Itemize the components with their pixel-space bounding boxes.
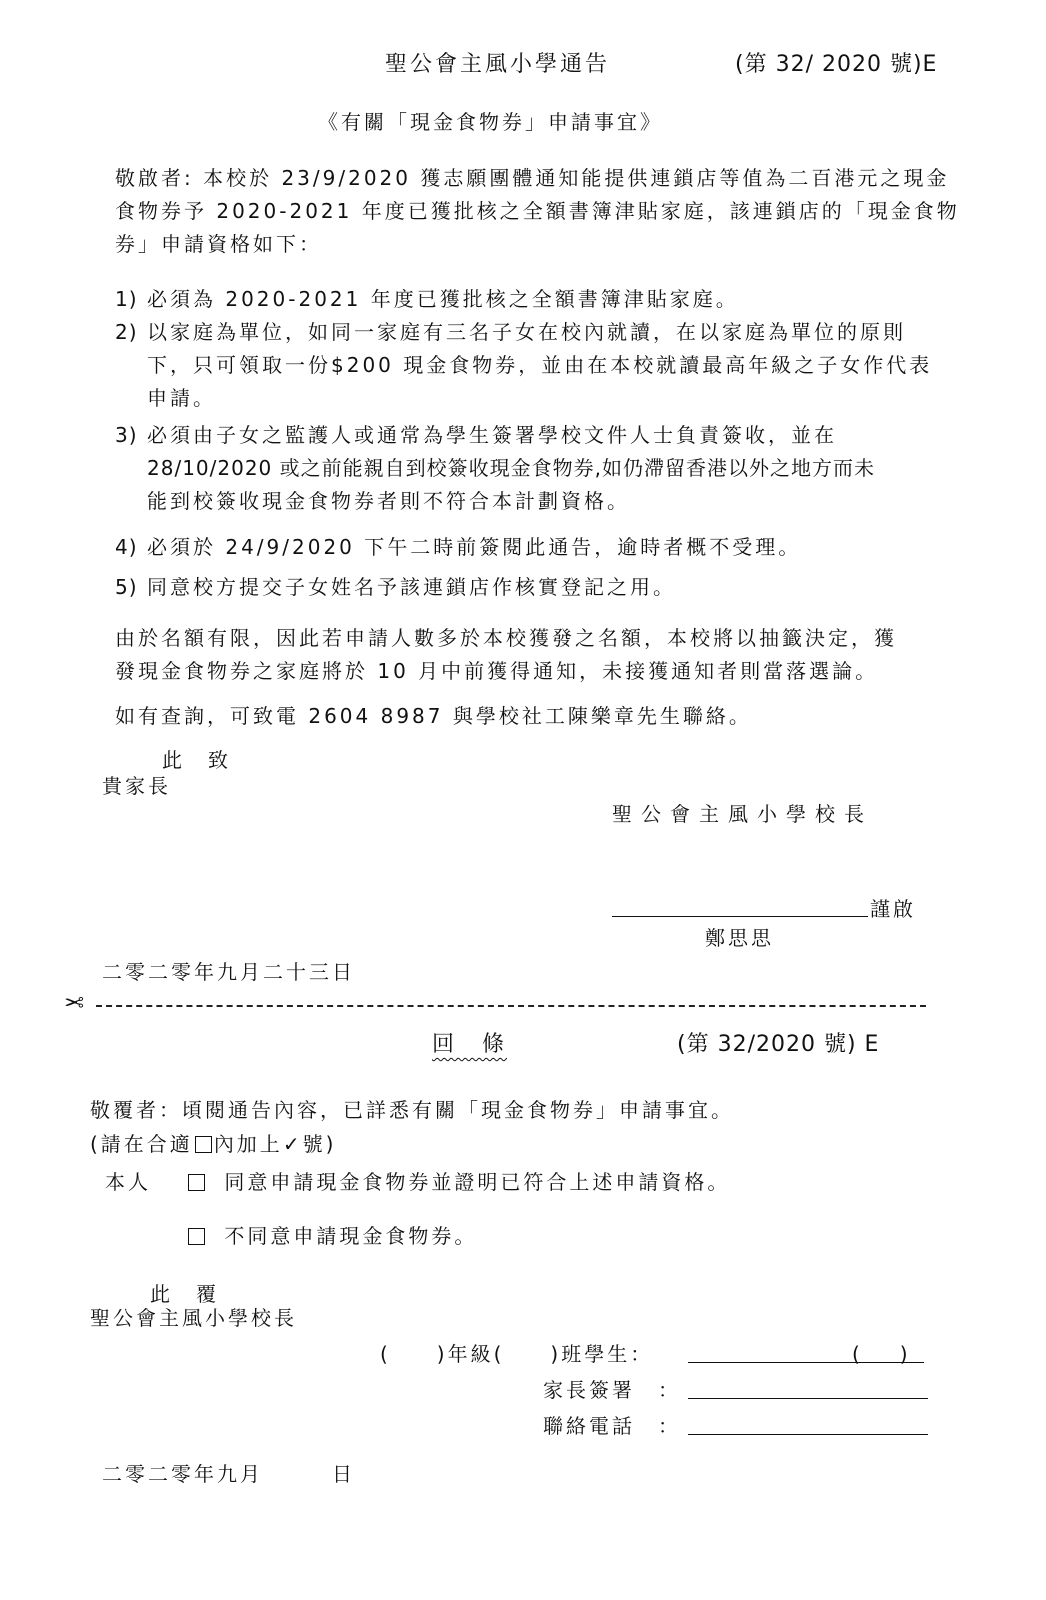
- signature-line: [612, 916, 868, 917]
- checkmark-icon: ✓: [282, 1132, 303, 1156]
- item-text: 必須於 24/9/2020 下午二時前簽閱此通告，逾時者概不受理。: [147, 535, 802, 559]
- notice-number: (第 32/ 2020 號)E: [735, 52, 938, 77]
- quota-paragraph: [115, 622, 897, 688]
- parent-signature-field[interactable]: [688, 1398, 928, 1399]
- option-disagree-row[interactable]: [186, 1220, 477, 1253]
- item-text: 能到校簽收現金食物券者則不符合本計劃資格。: [147, 489, 630, 513]
- instruction-pre: (請在合適: [90, 1132, 193, 1156]
- item-text: 必須由子女之監護人或通常為學生簽署學校文件人士負責簽收，並在: [147, 423, 837, 447]
- respectfully-text: 謹啟: [870, 897, 916, 921]
- intro-line: 券」申請資格如下：: [115, 232, 322, 256]
- scissors-icon: ✂: [64, 989, 85, 1017]
- class-number-paren: ( ): [852, 1342, 908, 1366]
- item-number: 4): [115, 535, 138, 559]
- signer-name: 鄭思思: [705, 926, 774, 950]
- notice-subject: 《有關「現金食物券」申請事宜》: [318, 110, 663, 134]
- item-number: 1): [115, 287, 138, 311]
- notice-date: 二零二零年九月二十三日: [102, 960, 355, 984]
- enquiry-text: 如有查詢，可致電 2604 8987 與學校社工陳樂章先生聯絡。: [115, 704, 752, 728]
- item-number: 5): [115, 575, 138, 599]
- checkbox-instruction: [90, 1128, 336, 1161]
- reply-to: 聖公會主風小學校長: [90, 1306, 297, 1330]
- quota-line: 發現金食物券之家庭將於 10 月中前獲得通知，未接獲通知者則當落選論。: [115, 659, 879, 683]
- phone-label: 聯絡電話 ：: [543, 1414, 681, 1438]
- item-text: 同意校方提交子女姓名予該連鎖店作核實登記之用。: [147, 575, 676, 599]
- class-label: ( )年級( )班學生：: [380, 1342, 654, 1366]
- school-notice-title: 聖公會主風小學通告: [385, 52, 611, 77]
- option-agree-label: 同意申請現金食物券並證明已符合上述申請資格。: [224, 1170, 731, 1194]
- intro-line: 敬啟者: 本校於 23/9/2020 獲志願團體通知能提供連鎖店等值為二百港元之現金: [115, 166, 950, 190]
- phone-field[interactable]: [688, 1434, 928, 1435]
- checkbox-example-icon: [195, 1136, 212, 1153]
- item-number: 3): [115, 423, 138, 447]
- reply-number: (第 32/2020 號) E: [677, 1032, 880, 1057]
- item-number: 2): [115, 320, 138, 344]
- agree-checkbox[interactable]: [188, 1174, 205, 1191]
- quota-line: 由於名額有限，因此若申請人數多於本校獲發之名額，本校將以抽籤決定，獲: [115, 626, 897, 650]
- item-text: 必須為 2020-2021 年度已獲批核之全額書簿津貼家庭。: [147, 287, 739, 311]
- item-text: 申請。: [147, 386, 216, 410]
- instruction-mid: 內加上: [213, 1132, 283, 1156]
- recipient: 貴家長: [102, 774, 171, 798]
- reply-date: 二零二零年九月 日: [102, 1462, 355, 1486]
- instruction-post: 號): [302, 1132, 337, 1156]
- closing-reply: 此 覆: [150, 1282, 219, 1306]
- closing-to: 此 致: [162, 748, 231, 772]
- reply-title-text: 回 條: [432, 1032, 508, 1057]
- signer-title: 聖公會主風小學校長: [612, 802, 873, 826]
- cut-line: [96, 1005, 926, 1007]
- item-text: 以家庭為單位，如同一家庭有三名子女在校內就讀，在以家庭為單位的原則: [147, 320, 906, 344]
- reply-statement: 敬覆者：頃閱通告內容，已詳悉有關「現金食物券」申請事宜。: [90, 1098, 734, 1122]
- option-agree-row[interactable]: [186, 1166, 730, 1199]
- self-label: 本人: [105, 1170, 151, 1194]
- disagree-checkbox[interactable]: [188, 1228, 205, 1245]
- item-text: 下，只可領取一份$200 現金食物券，並由在本校就讀最高年級之子女作代表: [147, 353, 933, 377]
- option-disagree-label: 不同意申請現金食物券。: [224, 1224, 478, 1248]
- intro-paragraph: [115, 162, 960, 261]
- reply-title: [432, 1028, 507, 1061]
- intro-line: 食物券予 2020-2021 年度已獲批核之全額書簿津貼家庭，該連鎖店的「現金食物: [115, 199, 960, 223]
- parent-sign-label: 家長簽署 ：: [543, 1378, 681, 1402]
- item-text: 28/10/2020 或之前能親自到校簽收現金食物券,如仍滯留香港以外之地方而未: [147, 456, 875, 480]
